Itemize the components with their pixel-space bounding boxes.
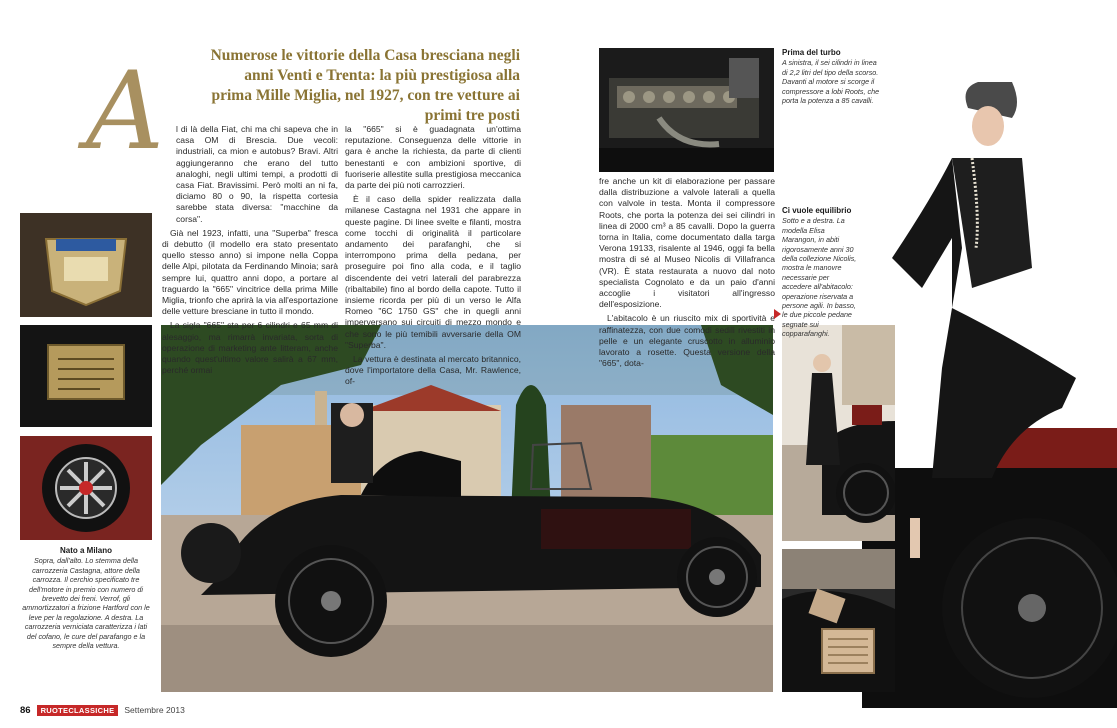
paragraph: fre anche un kit di elaborazione per passare dalla distribuzione a valvole laterali a quella con valvole in testa. Monta il compressore Roots, che porta la potenza dei sei cilindri in linea di 2000 cm³ a 85 cavalli. Dopo la guerra torna in Italia, come documentato dalla targa Verona 19133, risalente al 1946, oggi fa bella mostra di sé al Museo Nicolis di Villafranca (VR). È stata restaurata a nuovo dal noto specialista Cognolato e da un paio d'anni accoglie i visitatori all'ingresso dell'esposizione. [599, 176, 775, 310]
page-turn-arrow-icon [774, 309, 781, 319]
caption-title: Prima del turbo [782, 48, 841, 57]
caption-engine [782, 48, 882, 105]
article-column-3 [599, 176, 775, 372]
article-column-1 [162, 124, 338, 379]
magazine-logo: RUOTECLASSICHE [37, 705, 119, 716]
article-column-2 [345, 124, 521, 391]
page-number: 86 [20, 704, 31, 716]
caption-title: Nato a Milano [59, 546, 112, 555]
headline: Numerose le vittorie della Casa bresciana negli anni Venti e Trenta: la più prestigiosa alla prima Mille Miglia, nel 1927, con tre vetture ai primi tre posti [210, 47, 520, 124]
caption-details [22, 546, 150, 650]
issue-date: Settembre 2013 [124, 705, 185, 715]
paragraph: l di là della Fiat, chi ma chi sapeva che in casa OM di Brescia. Due vecoli: industriali, ca mion e autobus? Bravi. Altri aggiungeranno che erano del tutto analoghi, negli ultimi tempi, a prodotti di casa Fiat. Bravissimi. Però molti an ni fa, diciamo 80 o 90, la rispetta cortesia sarebbe stata diversa: "macchine da corsa". [176, 124, 338, 224]
caption-text: A sinistra, il sei cilindri in linea di 2,2 litri del tipo della scorso. Davanti al motore si scorge il compressore a lobi Roots, che porta la potenza a 85 cavalli. [782, 58, 880, 106]
model-on-car-photo [862, 48, 1117, 708]
plate-photo [20, 325, 152, 427]
caption-title: Ci vuole equilibrio [782, 206, 852, 215]
paragraph: La sigla "665" sta per 6 cilindri e 65 mm di alesaggio, ma rimarrà invariata, sorta di operazione di marketing ante litteram, anche quando quest'ultimo valore salirà a 67 mm, perché ormai [162, 320, 338, 376]
paragraph: L'abitacolo è un riuscito mix di sportività e raffinatezza, con due comodi sedili rivestiti in pelle e un elegante cruscotto in alluminio lavorato a rosette. Questa versione della "665", dota- [599, 313, 775, 369]
model-side-photo [782, 325, 895, 541]
page-footer [20, 703, 185, 717]
caption-text: Sotto e a destra. La modella Elisa Marangon, in abiti rigorosamente anni 30 della collezione Nicolis, mostra le manovre necessarie per accedere all'abitacolo: operazione riservata a persone agili. In basso, le due piccole pedane segnate sui copparafanghi. [782, 216, 857, 339]
engine-photo [599, 48, 774, 172]
badge-photo [20, 213, 152, 317]
drop-cap: A [86, 49, 164, 174]
paragraph: È il caso della spider realizzata dalla milanese Castagna nel 1931 che appare in queste pagine. Di linee svelte e filanti, mostra come tocchi di originalità il particolare andamento dei parafanghi, che si interrompono prima della pedana, per proseguire poi fino alla coda, e il taglio discendente dei vetri laterali del parabrezza (ribaltabile) fino al bordo della capote. Tutto il insieme ricorda per più di un verso le Alfa Romeo "6C 1750 GS" che in quegli anni imperversano sui circuiti di mezzo mondo e che sono le più temibili avversarie della OM "Superba". [345, 194, 521, 350]
paragraph: la "665" si è guadagnata un'ottima reputazione. Conseguenza delle vittorie in gara è anche la richiesta, da parte di clienti benestanti e con ambizioni sportive, di fuoriserie allestite sulla prestigiosa meccanica da parte dei più noti carrozzieri. [345, 124, 521, 191]
caption-model [782, 206, 860, 339]
paragraph: Già nel 1923, infatti, una "Superba" fresca di debutto (il modello era stato presentato quello stesso anno) si impone nella Coppa delle Alpi, pilotata da Ferdinando Minoia; sarà sempre lui, quattro anni dopo, a portare al traguardo la "665" vincitrice della prima Mille Miglia, trionfo che aprirà la via all'esportazione delle vetture bresciane in tutto il mondo. [162, 227, 338, 317]
caption-text: Sopra, dall'alto. Lo stemma della carrozzeria Castagna, attore della carrozza. Il cerchio specificato tre dell'motore in premio con numero di brevetto dei freni. Verrof, gli ammortizzatori a frizione Hartford con le leve per la regolazione. A destra. La carrozzeria verniciata caratterizza i lati del cofano, le cure del parafango e la sempre della vettura. [22, 556, 150, 651]
step-plates-photo [782, 549, 895, 692]
paragraph: La vettura è destinata al mercato britannico, dove l'importatore della Casa, Mr. Rawlence, of- [345, 354, 521, 387]
shock-absorber-photo [20, 436, 152, 540]
